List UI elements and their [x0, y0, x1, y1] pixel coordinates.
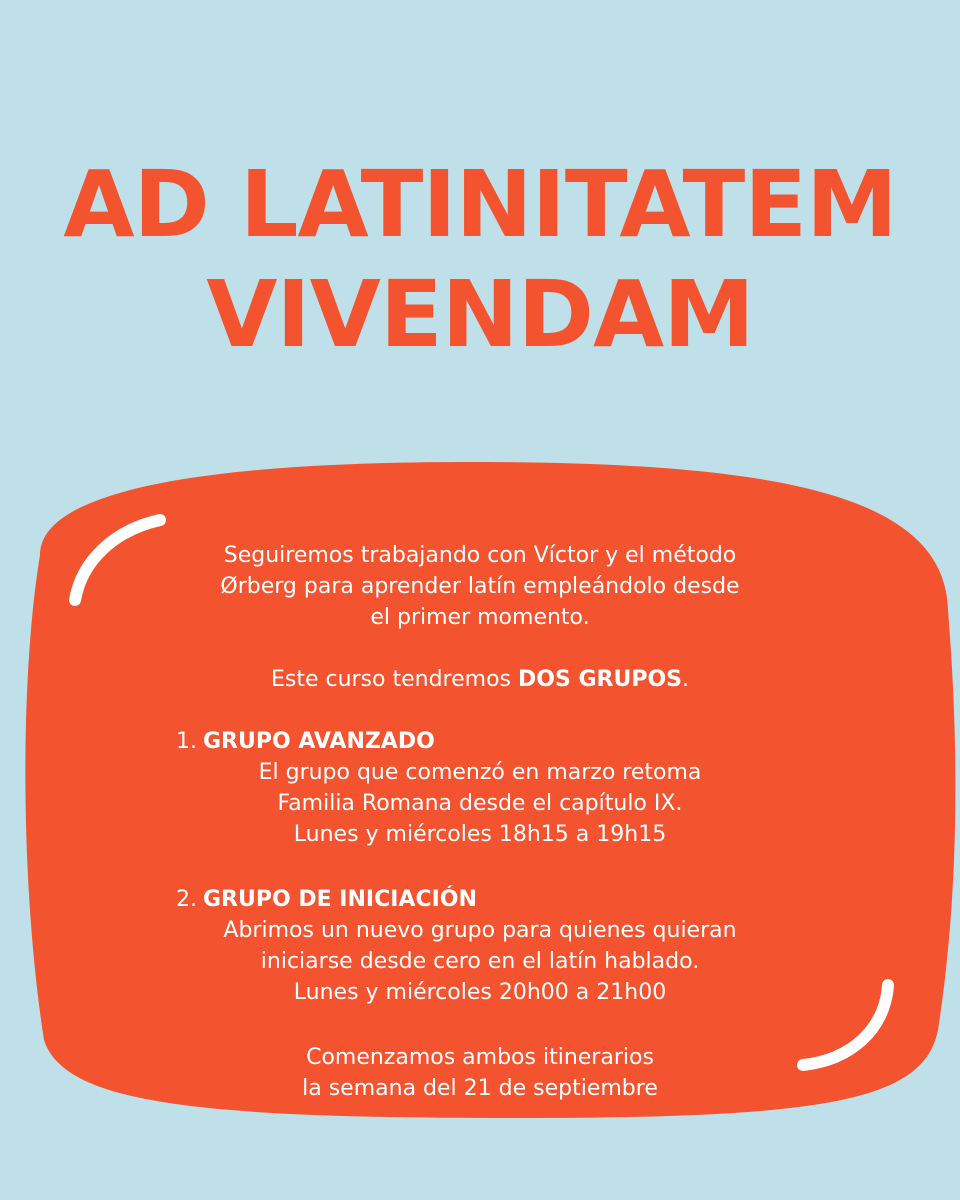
- group-1-name: GRUPO AVANZADO: [203, 729, 435, 754]
- group-2-number: 2.: [176, 887, 197, 912]
- group-1-heading: [130, 726, 830, 757]
- title-line-2: VIVENDAM: [206, 261, 754, 368]
- group-1-line-1: El grupo que comenzó en marzo retoma: [258, 760, 702, 785]
- title-line-1: AD LATINITATEM: [63, 151, 897, 258]
- group-2-line-3: Lunes y miércoles 20h00 a 21h00: [293, 980, 667, 1005]
- group-2-heading: [130, 884, 830, 915]
- groups-intro-end: .: [682, 667, 690, 692]
- group-2-name: GRUPO DE INICIACIÓN: [203, 887, 477, 912]
- group-1-number: 1.: [176, 729, 197, 754]
- group-2-line-1: Abrimos un nuevo grupo para quienes quieran: [223, 918, 737, 943]
- course-info: [130, 540, 830, 1104]
- closing-line-1: Comenzamos ambos itinerarios: [306, 1045, 654, 1070]
- intro-line-1: Seguiremos trabajando con Víctor y el método: [223, 543, 737, 568]
- groups-intro: [130, 664, 830, 695]
- groups-intro-text: Este curso tendremos: [270, 667, 518, 692]
- closing-line-2: la semana del 21 de septiembre: [302, 1076, 658, 1101]
- group-2-line-2: iniciarse desde cero en el latín hablado.: [260, 949, 700, 974]
- intro-line-3: el primer momento.: [370, 605, 590, 630]
- group-1-line-3: Lunes y miércoles 18h15 a 19h15: [293, 822, 667, 847]
- intro-line-2: Ørberg para aprender latín empleándolo desde: [220, 574, 740, 599]
- groups-intro-bold: DOS GRUPOS: [518, 667, 683, 692]
- group-1-line-2: Familia Romana desde el capítulo IX.: [277, 791, 683, 816]
